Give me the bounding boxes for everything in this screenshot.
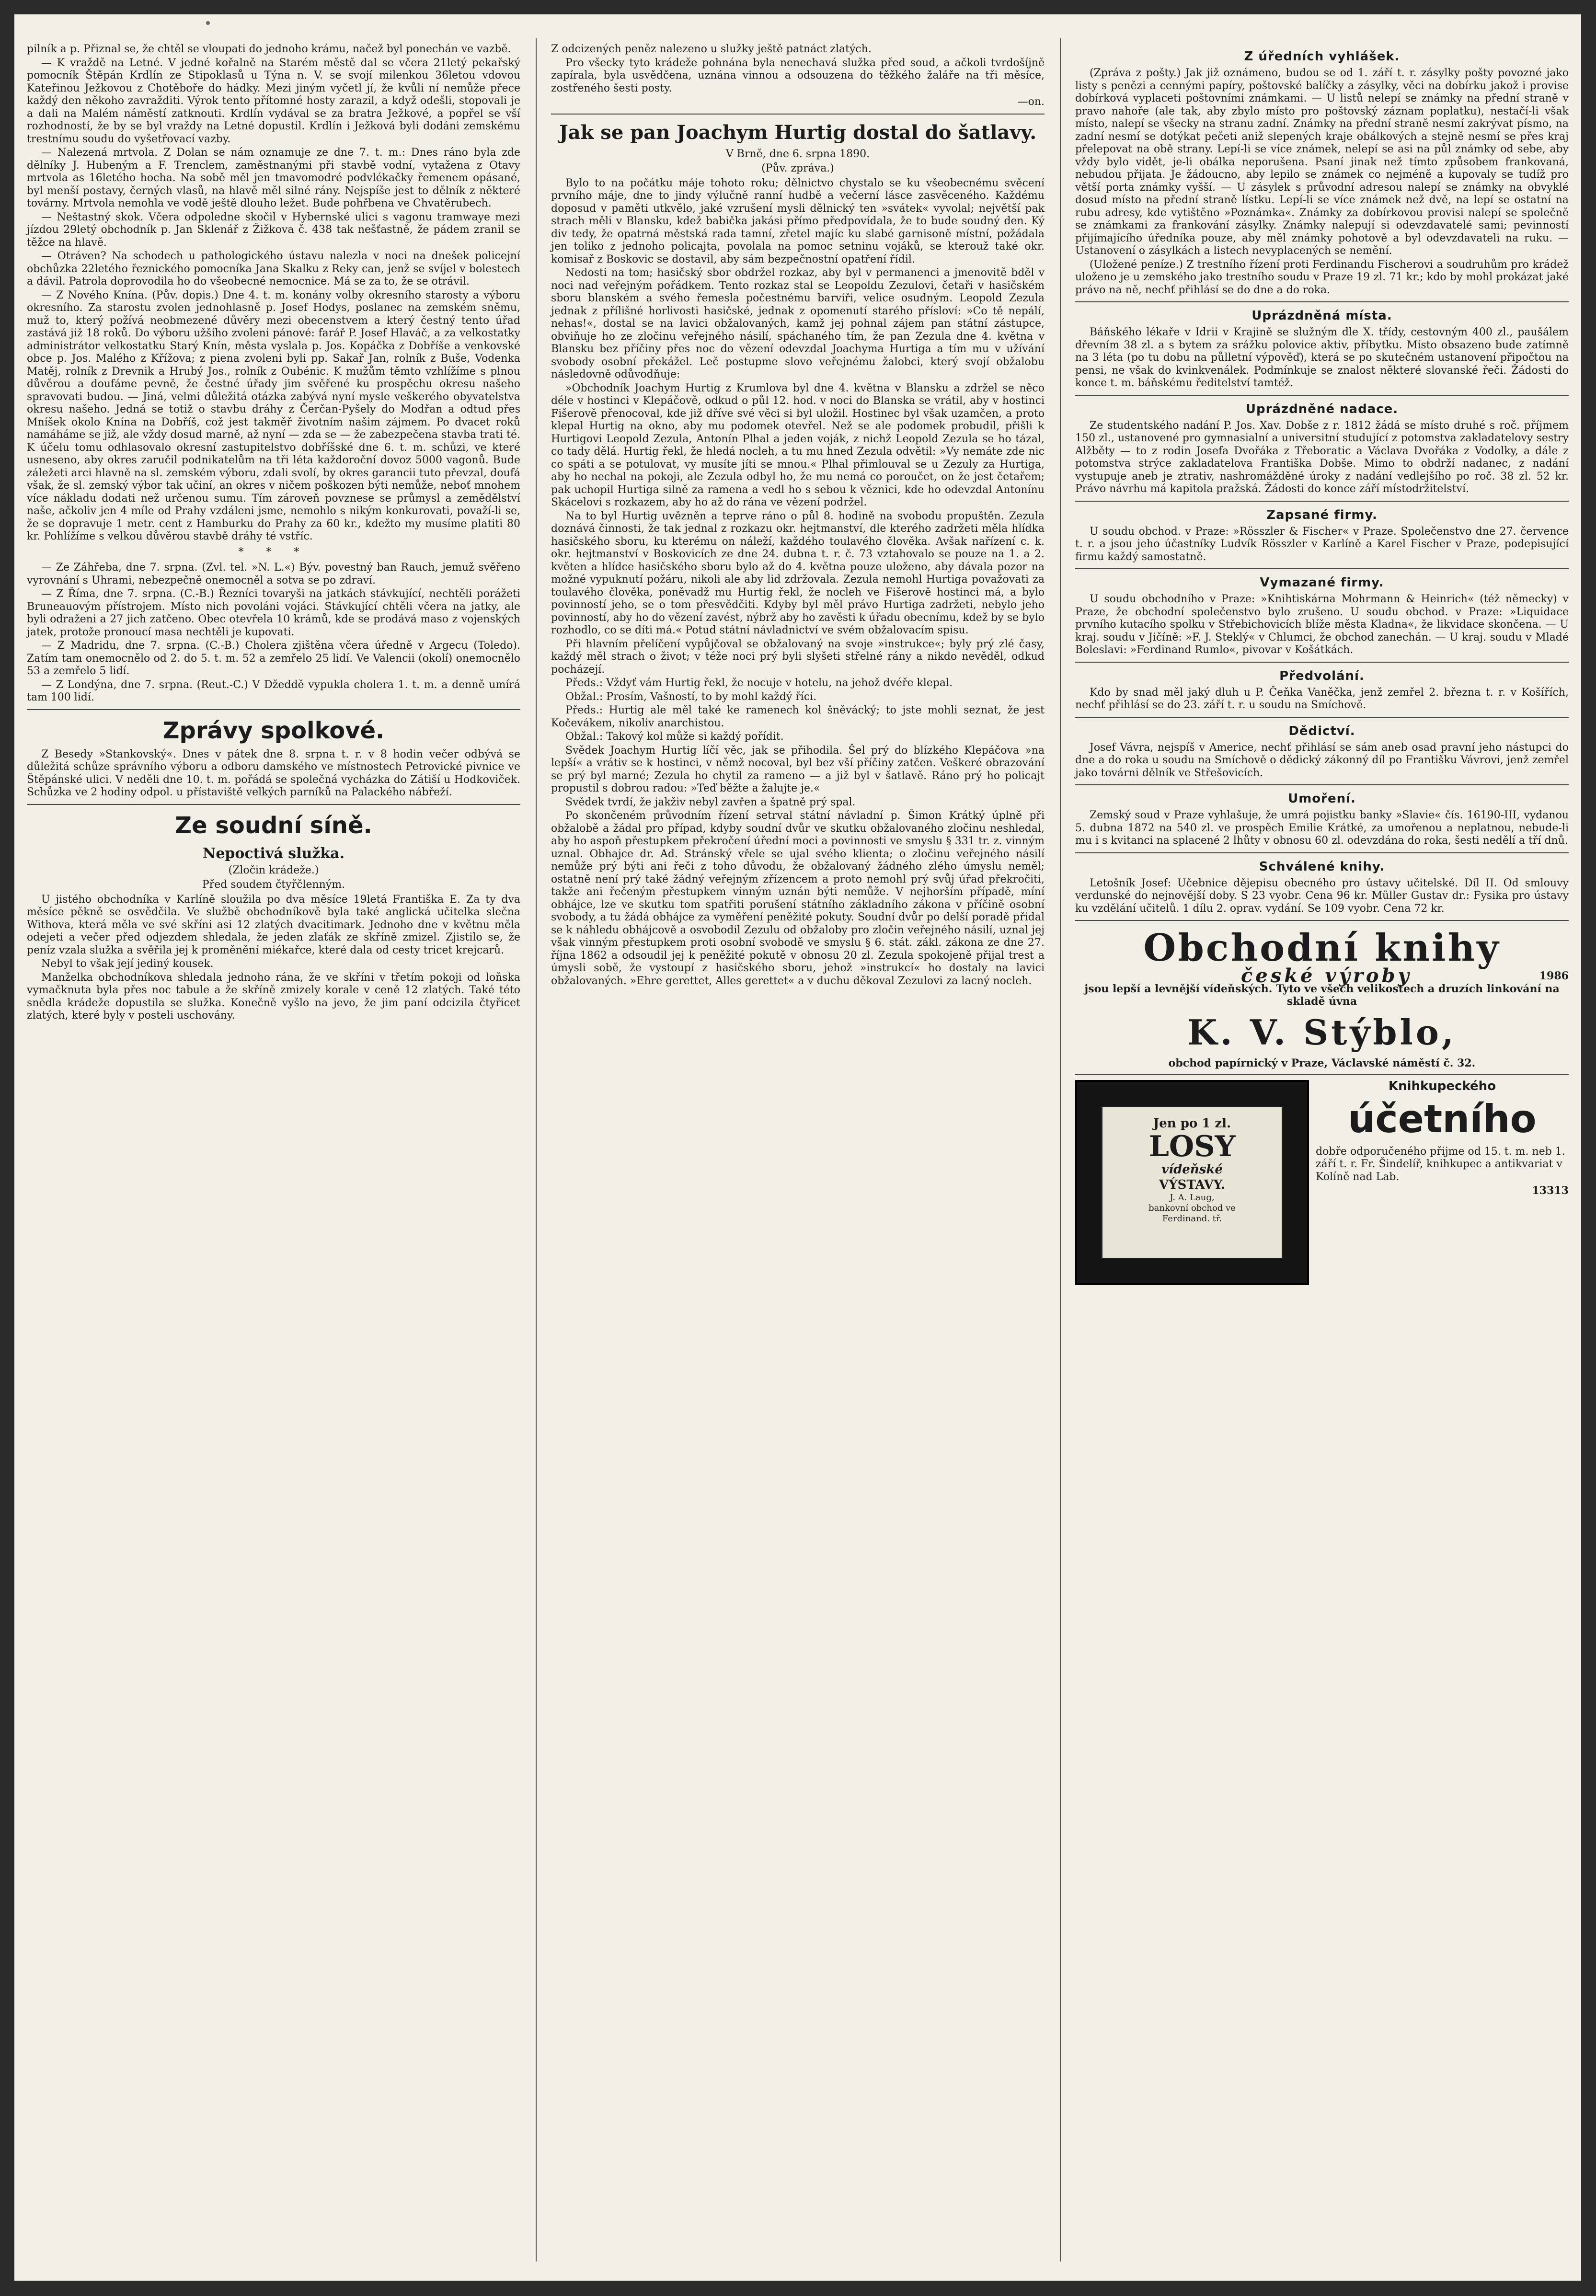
divider <box>1075 501 1569 502</box>
notice-paragraph: Kdo by snad měl jaký dluh u P. Čeňka Vaněčka, jenž zemřel 2. března t. r. v Košířích, nechť přihlásí se do 23. září t. r. u soudu na Smíchově. <box>1075 686 1569 711</box>
article-paragraph: Předs.: Hurtig ale měl také ke ramenech kol šněvácký; to jste mohli seznat, že jest Kočevákem, nikoliv anarchistou. <box>551 704 1045 729</box>
divider <box>1075 852 1569 853</box>
section-heading: Vymazané firmy. <box>1260 575 1384 590</box>
divider <box>1075 301 1569 302</box>
asterism: * * * <box>238 546 309 558</box>
article-subheading: Před soudem čtyřčlenným. <box>202 879 345 891</box>
punch-mark <box>206 21 210 25</box>
ad-title: Obchodní knihy <box>1143 926 1501 970</box>
article-paragraph: Z Besedy »Stankovský«. Dnes v pátek dne 8. srpna t. r. v 8 hodin večer odbývá se důležitá schůze správního výboru a odboru damského ve místnostech Petrovické pivnice ve Štěpánské ulici. V neděli dne 10. t. m. pořádá se společná vycházka do Zátiší u Hodkoviček. Schůzka ve 2 hodiny odpol. u přístaviště velkých parníků na Palackého nábřeží. <box>27 748 520 798</box>
bookkeeper-ad-title: účetního <box>1348 1096 1537 1141</box>
article-subheading: (Zločin krádeže.) <box>228 864 319 876</box>
notice-paragraph: Josef Vávra, nejspíš v Americe, nechť přihlásí se sám aneb osad pravní jeho nástupci do dne a do roka u soudu na Smíchově o dědický zákonný díl po Františku Vávrovi, jenž zemřel jako továrni dělník ve Střešovicích. <box>1075 741 1569 779</box>
article-paragraph: »Obchodník Joachym Hurtig z Krumlova byl dne 4. května v Blansku a zdržel se něco déle v hostinci v Klepáčově, odkud o půl 12. hod. v noci do Blanska se vrátil, aby v hostinci Fišerově přenocoval, kde již dříve své věci si byl uložil. Hostinec byl však uzamčen, a proto klepal Hurtig na okno, aby mu podomek otevřel. Než se ale podomek probudil, přišli k Hurtigovi Leopold Zezula, Antonín Plhal a jeden voják, z nichž Leopold Zezula se ho tázal, co tady dělá. Hurtig řekl, že hledá nocleh, a tu mu hned Zezula odvětil: »Vy nemáte zde nic co spáti a se potulovat, vy musíte jíti se mnou.« Plhal přimlouval se u Zezuly za Hurtiga, aby ho nechal na pokoji, ale Zezula odbyl ho, že mu nemá co poroučet, on že jest četařem; pak uchopil Hurtiga silně za ramena a vedl ho s sebou k věznici, kde ho odevzdal Antonínu Skácelovi s rozkazem, aby ho až do rána ve vězení podržel. <box>551 382 1045 508</box>
article-heading: Jak se pan Joachym Hurtig dostal do šatlavy. <box>559 121 1037 144</box>
notice-paragraph: Zemský soud v Praze vyhlašuje, že umrá pojistku banky »Slavie« čís. 16190-III, vydanou 5. dubna 1872 na 540 zl. ve prospěch Emilie Krátké, za umořenou a neplatnou, nebude-li mu i s kvitanci na splacené 2 lhůty v obnosu 60 zl. odevzdána do roka, šesti nedělí a tří dnů. <box>1075 809 1569 847</box>
notice-paragraph: Ze studentského nadání P. Jos. Xav. Dobše z r. 1812 žádá se místo druhé s roč. příjmem 150 zl., ustanovené pro gymnasialní a universitní studující z potomstva zakladatelovy sestry Alžběty — to z rodin Josefa Dvořáka z Třeboratic a Václava Dvořáka z Vodolky, a dále z potomstva strýce zakladatelova Františka Dobše. Mimo to obdrží nadanec, z nadání vystupuje aneb je ztrativ, nashromážděné úroky z nadání vedlejšího po roč. 38 zl. 52 kr. Právo návrhu má kapitola pražská. Žádosti do konce září místodržitelství. <box>1075 419 1569 495</box>
lottery-seller: J. A. Laug, <box>1170 1193 1215 1203</box>
column-3 <box>1075 43 1569 1285</box>
section-heading: Předvolání. <box>1279 668 1365 683</box>
section-heading: Zapsané firmy. <box>1266 507 1378 522</box>
bookkeeper-ad-text: dobře odporučeného přijme od 15. t. m. neb 1. září t. r. Fr. Šindelíř, knihkupec a antikvariat v Kolíně nad Lab. <box>1316 1145 1565 1183</box>
divider <box>1075 920 1569 921</box>
divider <box>1075 1074 1569 1075</box>
lottery-seller-desc: bankovní obchod ve <box>1148 1203 1236 1213</box>
ad-text: jsou lepší a levnější vídeňských. Tyto ve všech velikostech a druzích linkování na skladě úvna <box>1084 982 1560 1008</box>
article-paragraph: Z odcizených peněz nalezeno u služky ještě patnáct zlatých. <box>551 43 872 55</box>
article-paragraph: Na to byl Hurtig uvězněn a teprve ráno o půl 8. hodině na svobodu propuštěn. Zezula doznává činnosti, že tak jednal z rozkazu okr. hejtmanství, dle kterého zadržeti měla hlídka hasičského sboru, ku kterému on náleží, každého toulavého člověka. Avšak nařízení c. k. okr. hejtmanství v Boskovicích ze dne 24. dubna t. r. č. 73 vztahovalo se pouze na 1. a 2. květen a hlídce hasičského sboru bylo až do 4. května pouze uloženo, aby dávala pozor na možné vypuknutí požáru, nikoli ale aby lid zdržovala. Zezula nemohl Hurtiga považovati za toulavého člověka, poněvadž mu Hurtig řekl, že nocleh ve Fišerově hostinci má, a bylo povinností jeho, se o tom přesvědčiti. Kdyby byl měl právo Hurtiga zadržeti, nebylo jeho povinností, aby ho do vězení zavést, nýbrž aby ho zavěsti k úřadu obecnímu, kdež by se bylo rozhodlo, co se díti má.« Potud státní návladnictví ve svém obžalovacím spisu. <box>551 510 1045 636</box>
ad-address: obchod papírnický v Praze, Václavské náměstí č. 32. <box>1168 1056 1476 1069</box>
bookkeeper-ad <box>1316 1080 1569 1285</box>
column-rule <box>1060 38 1061 2262</box>
ad-row <box>1075 1080 1569 1285</box>
divider <box>27 804 520 805</box>
lottery-ticket <box>1101 1106 1283 1259</box>
notice-paragraph: (Uložené peníze.) Z trestního řízení proti Ferdinandu Fischerovi a soudruhům pro krádež uloženo je u zemského jako trestního soudu v Praze 19 zl. 71 kr.; kdo by mohl prokázat jaké právo na ně, nechť přihlásí se do dne a do roka. <box>1075 258 1569 296</box>
notice-paragraph: Letošník Josef: Učebnice dějepisu obecného pro ústavy učitelské. Díl II. Od smlouvy verdunské do nejnovější doby. S 23 vyobr. Cena 96 kr. Müller Gustav dr.: Fysika pro ústavy ku vzdělání učitelů. 1 dílu 2. oprav. vydání. Se 109 vyobr. Cena 72 kr. <box>1075 877 1569 915</box>
notice-paragraph: (Zpráva z pošty.) Jak již oznámeno, budou se od 1. září t. r. zásylky pošty povozné jako listy s penězi a cennými papíry, poštovské balíčky a zásylky, věci na dobírku jakož i provise dobírková vyplaceti poštovními známkami. — U listů nelepí se známky na přední straně v pravo nahoře (ale tak, aby zbylo místo pro poštovský záznam poplatku), nestačí-li však místo, nalepí se všecky na stranu zadní. Známky na přední straně nesmí zakrývat písmo, na zadní nesmí se dotýkat pečeti aniž slepených kraje obálkových a stejně nesmí se přes kraj přelepovat na obě strany. Lepí-li se více známek, nelepí se asi na půl známky od sebe, aby vždy bylo vidět, je-li obálka neporušena. Psaní jinak než tímto způsobem frankovaná, nebudou přijata. Je žádoucno, aby lepilo se známek co nejméně a kupovaly se tudíž pro větší porta známky vyšší. — U zásylek s průvodní adresou nalepí se známky na obvyklé dosud místo na přední straně lístku. Lepí-li se více známek než dvě, na lepí se ostatní na rubu adresy, kde vytištěno »Poznámka«. Známky za dobírkovou provisi nalepí se společně se známkami za frankování zásylky. Známky nalepují si odevzdavatelé sami; pevinností přijímajícího úředníka pouze, aby měl známky pohotově a byl odevzdavateli na ruku. — Ustanovení o zásylkách a listech nevyplacených se nemění. <box>1075 67 1569 257</box>
article-paragraph: — Ze Záhřeba, dne 7. srpna. (Zvl. tel. »N. L.«) Býv. povestný ban Rauch, jemuž svěřeno vyrovnání s Uhrami, nebezpečně onemocněl a sotva se po zdraví. <box>27 562 520 586</box>
notice-paragraph: U soudu obchod. v Praze: »Rösszler & Fischer« v Praze. Společenstvo dne 27. července t. r. a jsou jeho účastníky Ludvík Rösszler v Karlíně a Karel Fischer v Praze, podepisující firmu každý samostatně. <box>1075 525 1569 563</box>
lottery-ad <box>1075 1080 1309 1285</box>
section-heading: Ze soudní síně. <box>175 812 372 839</box>
article-paragraph: U jistého obchodníka v Karlíně sloužila po dva měsíce 19letá Františka E. Za ty dva měsíce pěkně se osvědčila. Ve službě obchodníkově byla také anglická učitelka slečna Withova, která měla ve své skříni asi 12 zlatých dvacitimark. Jednoho dne v květnu měla odejeti a večer před odjezdem shledala, že jeden zlaťák ze skříně zmizel. Zjistilo se, že peníz vzala služka a svěřila jej k proměnění miékařce, které dala od cesty tricet krejcarů. <box>27 893 520 956</box>
section-heading: Schválené knihy. <box>1259 859 1385 874</box>
lottery-title: LOSY <box>1148 1130 1236 1163</box>
article-paragraph: Obžal.: Takový kol může si každý pořídit. <box>565 731 784 743</box>
article-paragraph: Pro všecky tyto krádeže pohnána byla nenechavá služka před soud, a ačkoli tvrdošíjně zapírala, byla usvědčena, uznána vinnou a odsouzena do těžkého žaláře na tři měsíce, zostřeného šesti posty. <box>551 57 1045 94</box>
section-heading: Dědictví. <box>1288 723 1355 738</box>
article-heading: Nepoctivá služka. <box>202 845 345 862</box>
article-paragraph: — Neštastný skok. Včera odpoledne skočil v Hybernské ulici s vagonu tramwaye mezi jízdou 29letý obchodník p. Jan Sklenář z Žižkova č. 438 tak nešťastně, že pádem zranil se těžce na hlavě. <box>27 211 520 249</box>
article-paragraph: — Z Nového Knína. (Pův. dopis.) Dne 4. t. m. konány volby okresního starosty a výboru okresního. Za starostu zvolen jednohlasně p. Josef Hodys, poslanec na zemském sněmu, muž to, který požívá neobmezené důvěry mezi obecenstvem a který čestný tento úřad zastává již 18 roků. Do výboru užšího zvoleni pánové: farář P. Josef Hlaváč, a za velkostatky administrátor velkostatku Starý Knín, města vyslala p. Jos. Kopáčka z Dobříše a venkovské obce p. Jos. Malého z Křížova; z piena zvoleni byli pp. Sakař Jan, rolník z Buše, Vodenka Matěj, rolník z Drevnik a Hrubý Jos., rolník z Oubénic. K mužům těmto vzhlížíme s plnou důvěrou a doufáme pevně, že čestné úřady jim svěřené ku prospěchu okresu našeho spravovati budou. — Jiná, velmi důležitá otázka zabývá nyní mysle veškerého obyvatelstva okresu našeho. Jedná se totiž o stavbu dráhy z Čerčan-Pyšely do Modřan a odtud přes Mníšek okolo Knína na Dobříš, což jest takměř životním našim zájmem. Po dvacet roků namáháme se již, ale vždy dosud marně, až nyní — zda se — že zabezpečena stavba trati té. K účelu tomu odhlasovalo okresní zastupitelstvo dobříšské dne 6. t. m. schůzi, ve které usneseno, aby okres zaručil podnikatelům na tři léta každoroční dovoz 5000 vagonů. Bude záležeti arci hlavně na sl. zemském výboru, zdali svolí, by okres garancii tuto převzal, doufá však, že sl. zemský výbor tak učiní, an okres v ničem poškozen býti nemůže, neboť mnohem více nákladu dodati než určenou sumu. Tím zároveň povznese se průmysl a zemědělství naše, ačkoliv jen 4 míle od Prahy vzdáleni jsme, nemohlo s nikým konkurovati, považí-li se, že se dopravuje 1 metr. cent z Hamburku do Prahy za 60 kr., kdežto my musíme platiti 80 kr. Pohlížíme s velkou důvěrou stavbě dráhy té vstříc. <box>27 289 520 542</box>
ad-company-name: K. V. Stýblo, <box>1187 1011 1457 1053</box>
article-signature: —on. <box>1017 96 1045 108</box>
article-paragraph: — K vraždě na Letné. V jedné kořalně na Starém městě dal se včera 21letý pekařský pomocník Štěpán Krdlín ze Stipoklasů u Týna n. V. se svojí milenkou 36letou vdovou Kateřinou Ježkovou z Chotěboře do hádky. Mezi jiným vyčetl jí, že kvůli ní nemůže přece každý den někoho zavražditi. Výrok tento přítomné hosty zarazil, a když odešli, stopovali je a dali na Malém náměstí zatknouti. Krdlín vydával se za bratra Ježkové, a popřel se vší rozhodností, že by se byl vraždy na Letné dopustil. Krdlín i Ježková byli dodáni zemskému trestnímu soudu do vyšetřovací vazby. <box>27 57 520 145</box>
section-heading: Uprázdněné nadace. <box>1245 402 1399 416</box>
article-paragraph: Nebyl to však její jediný kousek. <box>41 958 214 970</box>
notice-paragraph: Báňského lékaře v Idrii v Krajině se služným dle X. třídy, cestovným 400 zl., paušálem dřevním 38 zl. a s bytem za srážku polovice aktiv, příbytku. Místo obsazeno bude zatímně na 3 léta (po tu dobu na půlletní výpověď), která se po skutečném ustanovení připočtou na pensi, ne však do kvinkvenálek. Podmínkuje se znalost některé slovanské řeči. Žádosti do konce t. m. báňskému ředitelství tamtéž. <box>1075 326 1569 389</box>
section-heading: Z úředních vyhlášek. <box>1244 49 1400 64</box>
lottery-sub: vídeňské <box>1161 1162 1223 1177</box>
bookkeeper-ad-number: 13313 <box>1532 1184 1569 1197</box>
divider <box>27 709 520 710</box>
article-paragraph: Bylo to na počátku máje tohoto roku; dělnictvo chystalo se ku všeobecnému svěcení prvního máje, dne to jindy výlučně ranní hudbě a večerní lásce zasvěceného. Každému doposud v paměti utkvělo, jaké vzrušení mysli dělnický ten »svátek« vyvolal; největší pak strach měli v Blansku, kdež babička jakási přímo předpovídala, že to bude soudný den. Ký div tedy, že opatrná městská rada tamní, zřetel majíc ku slabé garnisoně místní, požádala jen toliko z jednoho policajta, povolala na pomoc setninu vojáků, se kterouž také okr. komisař z Boskovic se dostavil, aby sám bezpečnostní opatření řídil. <box>551 177 1045 265</box>
divider <box>1075 717 1569 718</box>
newspaper-page <box>14 14 1581 2281</box>
article-paragraph: Manželka obchodníkova shledala jednoho rána, že ve skříni v třetím pokoji od loňska vymačknuta byla přes noc tabule a že skříně zmizely korale v ceně 12 zlatých. Také této snědla krádeže dopustila se služka. Konečně vyšlo na jevo, že jim paní odcizila čtyřicet zlatých, které byly v posteli uschovány. <box>27 971 520 1022</box>
section-heading: Umoření. <box>1288 792 1356 806</box>
section-heading: Zprávy spolkové. <box>162 717 385 744</box>
divider <box>1075 568 1569 569</box>
article-paragraph: — Nalezená mrtvola. Z Dolan se nám oznamuje ze dne 7. t. m.: Dnes ráno byla zde dělníky J. Hubeným a F. Trenclem, zaměstnanými při stavbě vodní, vytažena z Otavy mrtvola as 16letého hocha. Na sobě měl jen tmavomodré podvlékačky řemenem opásané, byl menší postavy, černých vlasů, na hlavě měl silné rány. Nejspíše jest to dělník z některé továrny. Mrtvola nemohla ve vodě ještě dlouho ležet. Bude pohřbena ve Chvatěrubech. <box>27 147 520 209</box>
article-paragraph: Svědek Joachym Hurtig líčí věc, jak se přihodila. Šel prý do blízkého Klepáčova »na lepší« a vrátiv se k hostinci, v němž nocoval, byl bez vší příčiny zatčen. Veškeré obrazování se prý byl marné; Zezula ho chytil za rameno — a již byl v šatlavě. Ráno prý ho policajt propustil s dobrou radou: »Teď běžte a žalujte je.« <box>551 744 1045 794</box>
column-2 <box>551 43 1045 988</box>
article-paragraph: — Z Madridu, dne 7. srpna. (C.-B.) Cholera zjištěna včera úředně v Argecu (Toledo). Zatím tam onemocnělo od 2. do 5. t. m. 52 a zemřelo 25 lidí. Ve Valencii (okolí) onemocnělo 53 a zemřelo 5 lidí. <box>27 640 520 677</box>
article-paragraph: Obžal.: Prosím, Vašností, to by mohl každý říci. <box>565 690 817 703</box>
article-paragraph: — Otráven? Na schodech u pathologického ústavu nalezla v noci na dnešek policejní obchůzka 22letého řeznického pomocníka Jana Skalku z Reky can, jenž se svíjel v bolestech a dávil. Patrola doprovodila ho do všeobecné nemocnice. Má se za to, že se otrávil. <box>27 250 520 287</box>
column-rule <box>536 38 537 2262</box>
article-paragraph: Předs.: Vždyť vám Hurtig řekl, že nocuje v hotelu, na jehož dvéře klepal. <box>565 677 953 689</box>
advertisement <box>1075 927 1569 1285</box>
ad-number: 1986 <box>1539 970 1569 982</box>
lottery-price: Jen po 1 zl. <box>1153 1116 1231 1131</box>
article-paragraph: Svědek tvrdí, že jakživ nebyl zavřen a špatně prý spal. <box>565 796 856 808</box>
article-paragraph: — Z Říma, dne 7. srpna. (C.-B.) Řezníci tovaryši na jatkách stávkující, nechtěli porážeti Bruneauovým přístrojem. Místo nich povoláni vojáci. Stávkující chtěli včera na jatky, ale byli odraženi a 27 jich zatčeno. Obec otevřela 10 krámů, kde se prodává maso z vojenských jatek, protože pronoucí masa nechtěli je kupovati. <box>27 588 520 638</box>
article-dateline: V Brně, dne 6. srpna 1890. <box>725 148 870 160</box>
divider <box>551 114 1045 115</box>
section-heading: Uprázdněná místa. <box>1252 309 1392 323</box>
lottery-expo: VÝSTAVY. <box>1159 1178 1226 1192</box>
notice-paragraph: U soudu obchodního v Praze: »Knihtiskárna Mohrmann & Heinrich« (též německy) v Praze, že obchodní společenstvo bylo zrušeno. U soudu obchod. v Praze: »Liquidace prvního kutacího spolku v Střebichovicích blíže města Kladna«, že likvidace skončena. — U kraj. soudu v Jičíně: »F. J. Steklý« v Chlumci, že obchod zanechán. — U kraj. soudu v Mladé Boleslavi: »Ferdinand Rumlo«, pivovar v Košátkách. <box>1075 593 1569 656</box>
article-paragraph: — Z Londýna, dne 7. srpna. (Reut.-C.) V Džeddě vypukla cholera 1. t. m. a denně umírá tam 100 lidí. <box>27 678 520 703</box>
article-paragraph: pilník a p. Přiznal se, že chtěl se vloupati do jednoho krámu, načež byl ponechán ve vazbě. <box>27 43 511 55</box>
article-paragraph: Při hlavním přelíčení vypůjčoval se obžalovaný na svoje »instrukce«; byly prý zlé časy, každý měl strach o život; v téže noci prý byli slyšeti střelné rány a nikdo nevěděl, odkud pocházejí. <box>551 638 1045 676</box>
divider <box>1075 395 1569 396</box>
divider <box>1075 784 1569 785</box>
column-1 <box>27 43 520 1023</box>
article-paragraph: Nedosti na tom; hasičský sbor obdržel rozkaz, aby byl v permanenci a jmenovitě bděl v noci nad veřejným pořádkem. Tento rozkaz stal se Leopoldu Zezulovi, četaři v hasičském sboru blanském a svého řemesla počestnému barvíři, velice osudným. Leopold Zezula jednak z přílišné horlivosti hasičské, jednak z opomenutí starého přísloví: »Co tě nepálí, nehas!«, dostal se na lavici obžalovaných, kamž jej pohnal zájem pan státní zástupce, obviňuje ho ze zločinu veřejného násilí, spáchaného tím, že pan Zezula dne 4. května v Blansku bez příčiny přes noc do vězení odevzdal Joachyma Hurtiga a tím mu v užívání svobody osobní překážel. Leč postupme slovo veřejnému žalobci, který svojí obžalobu následovně odůvodňuje: <box>551 267 1045 380</box>
ad-subtitle: české výroby <box>1240 964 1412 987</box>
bookkeeper-ad-head: Knihkupeckého <box>1388 1079 1496 1093</box>
article-subheading: (Pův. zpráva.) <box>761 162 834 174</box>
article-paragraph: Po skončeném průvodním řízení setrval státní návladní p. Šimon Krátký úplně při obžalobě a žádal pro případ, kdyby soudní dvůr ve skutku obžalovaného zločinu neshledal, aby ho aspoň přestupkem překročení úřední moci a povinnosti ve smyslu § 331 tr. z. vinným uznal. Obhajce dr. Ad. Stránský vřele se ujal svého klienta; o zločinu veřejného násilí nemůže prý býti ani řeči z toho důvodu, že obžalovaný žádného zlého úmyslu neměl; ostatně není prý také žádný veřejným zřízencem a proto nemohl prý svůj úřad překročiti, takže ani řečeným přestupkem vinným uznán býti nemůže. V nejhorším případě, míní obhájce, lze ve skutku tom spatřiti porušení státního základního zákona v příčině osobní svobody, a tu žádá obhájce za vyměření peněžité pokuty. Soudní dvůr po delší poradě přidal se k náhledu obhájcově a osvobodil Zezulu od obžaloby pro zločin veřejného násilí, uznal jej však vinným přestupkem proti osobní svobodě ve smyslu § 6. stát. zákl. zákona ze dne 27. října 1862 a odsoudil jej k peněžité pokutě v obnosu 20 zl. Zezula spokojeně přijal trest a úmysli sobě, že vystoupí z hasičského sboru, jehož »instrukcí« ho dostaly na lavici obžalovaných. »Ehre gerettet, Alles gerettet« a v duchu děkoval Zezulovi za lacný nocleh. <box>551 810 1045 987</box>
lottery-seller-addr: Ferdinand. tř. <box>1162 1214 1222 1224</box>
divider <box>1075 662 1569 663</box>
